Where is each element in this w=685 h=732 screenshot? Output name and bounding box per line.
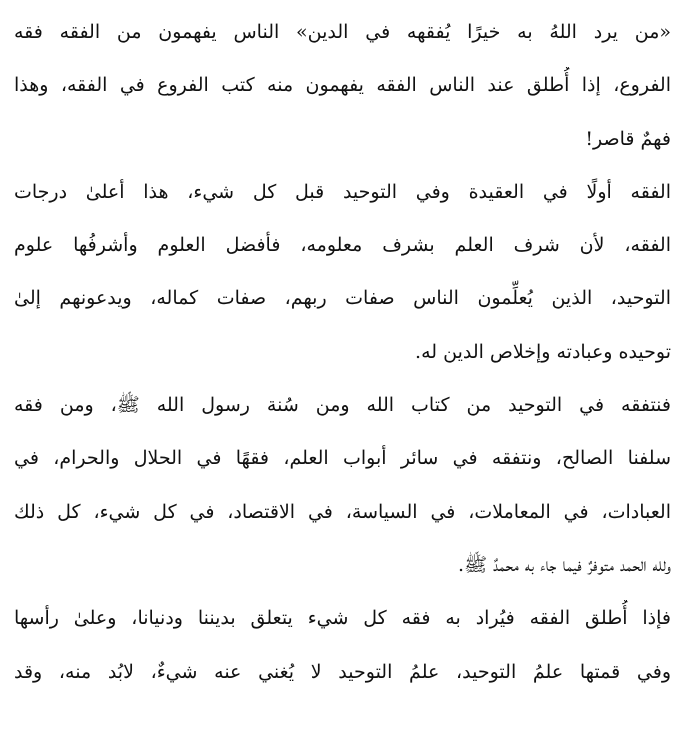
text-line: فهمٌ قاصر! bbox=[585, 127, 671, 150]
text-line: «من يرد اللهُ به خيرًا يُفقهه في الدين» الناس يفهمون من الفقه فقه bbox=[14, 21, 671, 43]
paragraph-1 bbox=[14, 14, 671, 174]
text-line: وفي قمتها علمُ التوحيد، علمُ التوحيد لا يُغني عنه شيءٌ، لابُد منه، وقد bbox=[14, 660, 671, 683]
text-line: الفقه أولًا في العقيدة وفي التوحيد قبل كل شيء، هذا أعلىٰ درجات bbox=[14, 180, 671, 203]
text-line: توحيده وعبادته وإخلاص الدين له. bbox=[415, 340, 671, 363]
text-line: فإذا أُطلق الفقه فيُراد به فقه كل شيء يتعلق بديننا ودنيانا، وعلىٰ رأسها bbox=[14, 607, 671, 630]
text-line: الفقه، لأن شرف العلم بشرف معلومه، فأفضل العلوم وأشرفُها علوم bbox=[14, 234, 671, 257]
text-line: فنتفقه في التوحيد من كتاب الله ومن سُنة رسول الله ﷺ، ومن فقه bbox=[14, 394, 671, 417]
paragraph-2 bbox=[14, 174, 671, 387]
text-line: التوحيد، الذين يُعلِّمون الناس صفات ربهم، صفات كماله، ويدعونهم إلىٰ bbox=[14, 287, 671, 310]
paragraph-3 bbox=[14, 387, 671, 600]
text-line: ولله الحمد متوفرٌ فيما جاء به محمدٌ ﷺ. bbox=[458, 553, 671, 576]
text-line: العبادات، في المعاملات، في السياسة، في الاقتصاد، في كل شيء، كل ذلك bbox=[14, 500, 671, 523]
paragraph-4 bbox=[14, 600, 671, 707]
text-line: الفروع، إذا أُطلق عند الناس الفقه يفهمون منه كتب الفروع في الفقه، وهذا bbox=[14, 74, 671, 97]
text-line: سلفنا الصالح، ونتفقه في سائر أبواب العلم، فقهًا في الحلال والحرام، في bbox=[14, 447, 671, 470]
